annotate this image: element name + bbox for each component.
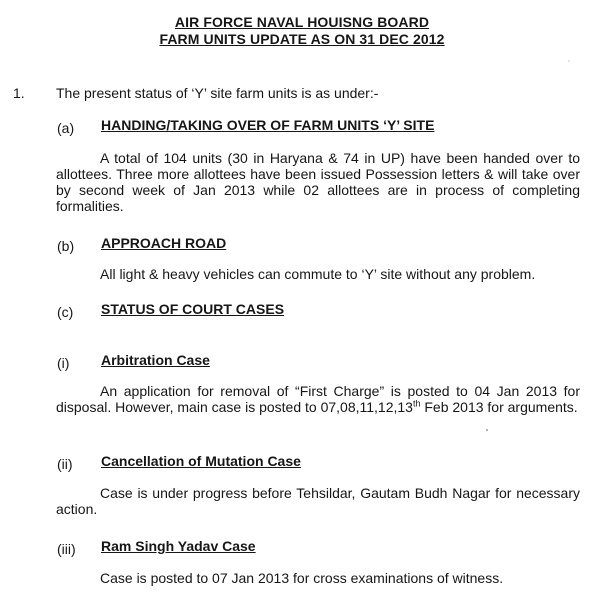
section-b-paragraph: All light & heavy vehicles can commute to ‘Y’ site without any problem. [100, 266, 536, 282]
document-title-line2: FARM UNITS UPDATE AS ON 31 DEC 2012 [159, 31, 445, 47]
case-i-label: (i) [57, 355, 70, 371]
document-title-line1: AIR FORCE NAVAL HOUISNG BOARD [174, 14, 430, 30]
item-intro-text: The present status of ‘Y’ site farm units is as under:- [56, 85, 379, 101]
section-a-paragraph-text: A total of 104 units (30 in Haryana & 74 in UP) have been handed over to allottees. Three more allottees have been issued Possession letters & will take over by second week of Jan 2013 while 02 allottees are in process of completing formalities. [56, 150, 580, 214]
case-i-paragraph-end: Feb 2013 for arguments. [420, 399, 578, 415]
case-i-heading: Arbitration Case [101, 352, 210, 368]
section-c-heading: STATUS OF COURT CASES [101, 301, 285, 317]
case-i-superscript: th [412, 398, 421, 409]
section-a-paragraph [56, 150, 580, 214]
section-b-label: (b) [57, 238, 75, 254]
case-i-paragraph-text: An application for removal of “First Charge” is posted to 04 Jan 2013 for disposal. However, main case is posted to 07,08,11,12,13 [56, 383, 580, 415]
item-number: 1. [13, 85, 25, 101]
case-ii-heading: Cancellation of Mutation Case [101, 453, 301, 469]
case-ii-label: (ii) [57, 456, 73, 472]
scan-speck [486, 429, 488, 431]
section-a-label: (a) [57, 120, 75, 136]
case-iii-label: (iii) [57, 541, 76, 557]
section-c-label: (c) [57, 304, 74, 320]
case-iii-heading: Ram Singh Yadav Case [101, 538, 256, 554]
case-iii-paragraph: Case is posted to 07 Jan 2013 for cross examinations of witness. [100, 570, 504, 586]
case-ii-paragraph [56, 485, 580, 517]
case-ii-paragraph-text: Case is under progress before Tehsildar, Gautam Budh Nagar for necessary action. [56, 485, 580, 517]
scan-speck [568, 60, 570, 62]
section-b-heading: APPROACH ROAD [101, 235, 227, 251]
case-i-paragraph [56, 383, 580, 415]
section-a-heading: HANDING/TAKING OVER OF FARM UNITS ‘Y’ SITE [101, 117, 435, 133]
